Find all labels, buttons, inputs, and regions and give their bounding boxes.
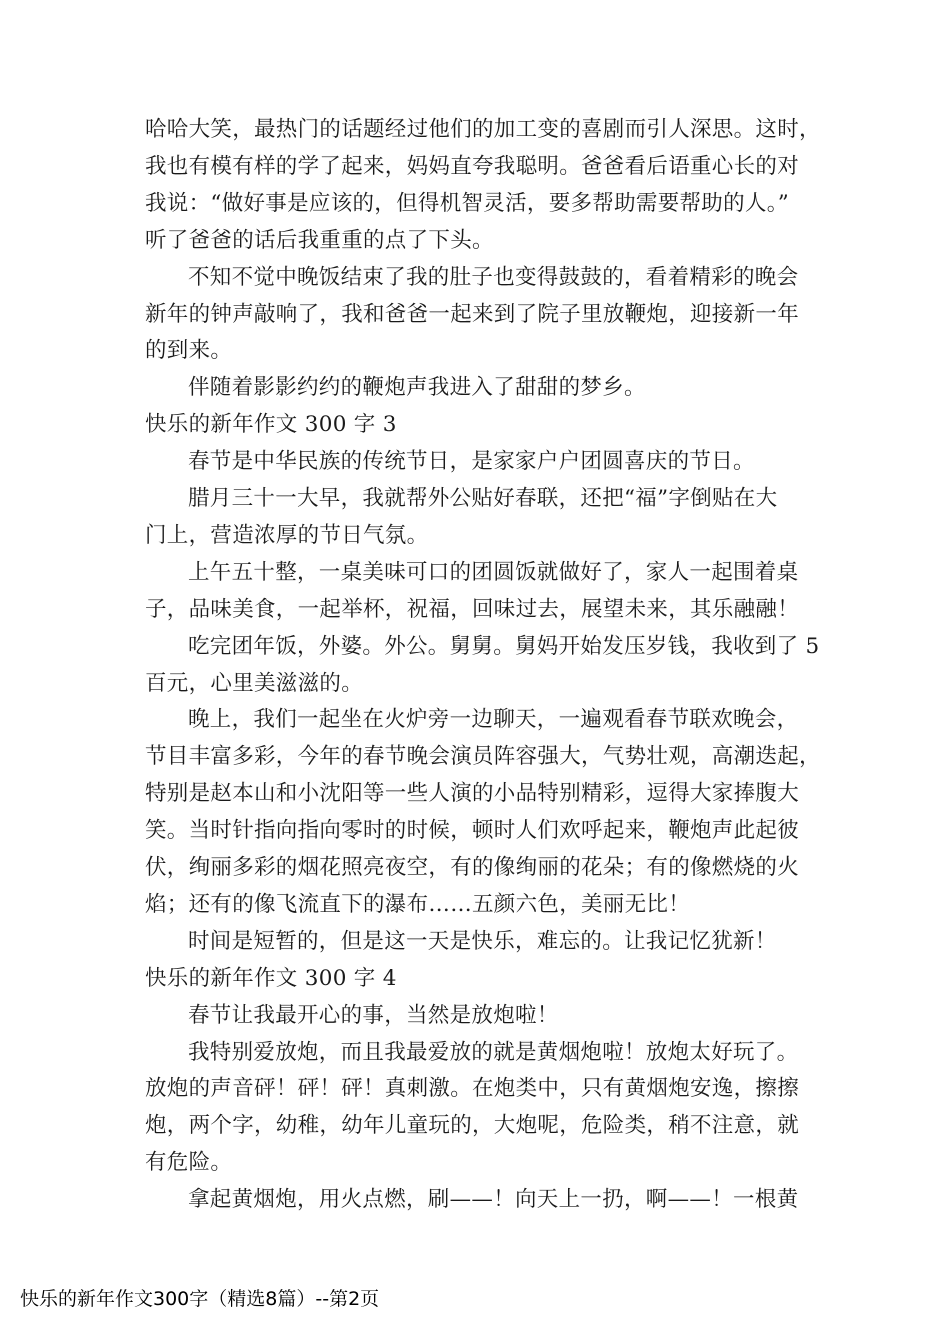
body-text-line: 子，品味美食，一起举杯，祝福，回味过去，展望未来，其乐融融！: [145, 596, 800, 622]
body-text-line: 笑。当时针指向指向零时的时候，顿时人们欢呼起来，鞭炮声此起彼: [145, 818, 800, 844]
body-text-line: 特别是赵本山和小沈阳等一些人演的小品特别精彩，逗得大家捧腹大: [145, 781, 800, 807]
body-text-line: 焰；还有的像飞流直下的瀑布……五颜六色，美丽无比！: [145, 891, 691, 917]
body-text-line: 百元，心里美滋滋的。: [145, 670, 364, 696]
body-text-line: 放炮的声音砰！砰！砰！真刺激。在炮类中，只有黄烟炮安逸，擦擦: [145, 1076, 800, 1102]
body-text-line: 听了爸爸的话后我重重的点了下头。: [145, 227, 494, 253]
body-text-line: 我说：“做好事是应该的，但得机智灵活，要多帮助需要帮助的人。”: [145, 190, 790, 216]
body-text-line: 门上，营造浓厚的节日气氛。: [145, 522, 429, 548]
body-text-line: 伏，绚丽多彩的烟花照亮夜空，有的像绚丽的花朵；有的像燃烧的火: [145, 855, 800, 880]
page-footer: 快乐的新年作文300字（精选8篇）--第2页: [20, 1288, 380, 1310]
body-text-line: 炮，两个字，幼稚，幼年儿童玩的，大炮呢，危险类，稍不注意，就: [145, 1113, 800, 1139]
section-heading: 快乐的新年作文 300 字 4: [145, 965, 397, 991]
body-text-line: 节目丰富多彩，今年的春节晚会演员阵容强大，气势壮观，高潮迭起，: [145, 744, 821, 770]
body-text-line: 上午五十整，一桌美味可口的团圆饭就做好了，家人一起围着桌: [188, 559, 799, 585]
body-text-line: 我也有模有样的学了起来，妈妈直夸我聪明。爸爸看后语重心长的对: [145, 153, 800, 179]
body-text-line: 拿起黄烟炮，用火点燃，刷——！向天上一扔，啊——！一根黄: [188, 1187, 799, 1213]
body-text-line: 春节是中华民族的传统节日，是家家户户团圆喜庆的节日。: [188, 449, 755, 475]
body-text-line: 的到来。: [145, 338, 233, 364]
body-text-line: 不知不觉中晚饭结束了我的肚子也变得鼓鼓的，看着精彩的晚会: [188, 264, 799, 290]
body-text-line: 春节让我最开心的事，当然是放炮啦！: [188, 1002, 559, 1028]
body-text-line: 我特别爱放炮，而且我最爱放的就是黄烟炮啦！放炮太好玩了。: [188, 1039, 799, 1065]
body-text-line: 吃完团年饭，外婆。外公。舅舅。舅妈开始发压岁钱，我收到了 5: [188, 633, 820, 659]
section-heading: 快乐的新年作文 300 字 3: [145, 412, 397, 438]
body-text-line: 腊月三十一大早，我就帮外公贴好春联，还把“福”字倒贴在大: [188, 486, 778, 511]
body-text-line: 新年的钟声敲响了，我和爸爸一起来到了院子里放鞭炮，迎接新一年: [145, 301, 800, 327]
body-text-line: 有危险。: [145, 1150, 233, 1176]
body-text-line: 时间是短暂的，但是这一天是快乐，难忘的。让我记忆犹新！: [188, 928, 777, 954]
body-text-line: 哈哈大笑，最热门的话题经过他们的加工变的喜剧而引人深思。这时，: [145, 117, 821, 142]
body-text-line: 晚上，我们一起坐在火炉旁一边聊天，一遍观看春节联欢晚会，: [188, 707, 799, 733]
body-text-line: 伴随着影影约约的鞭炮声我进入了甜甜的梦乡。: [188, 375, 646, 401]
